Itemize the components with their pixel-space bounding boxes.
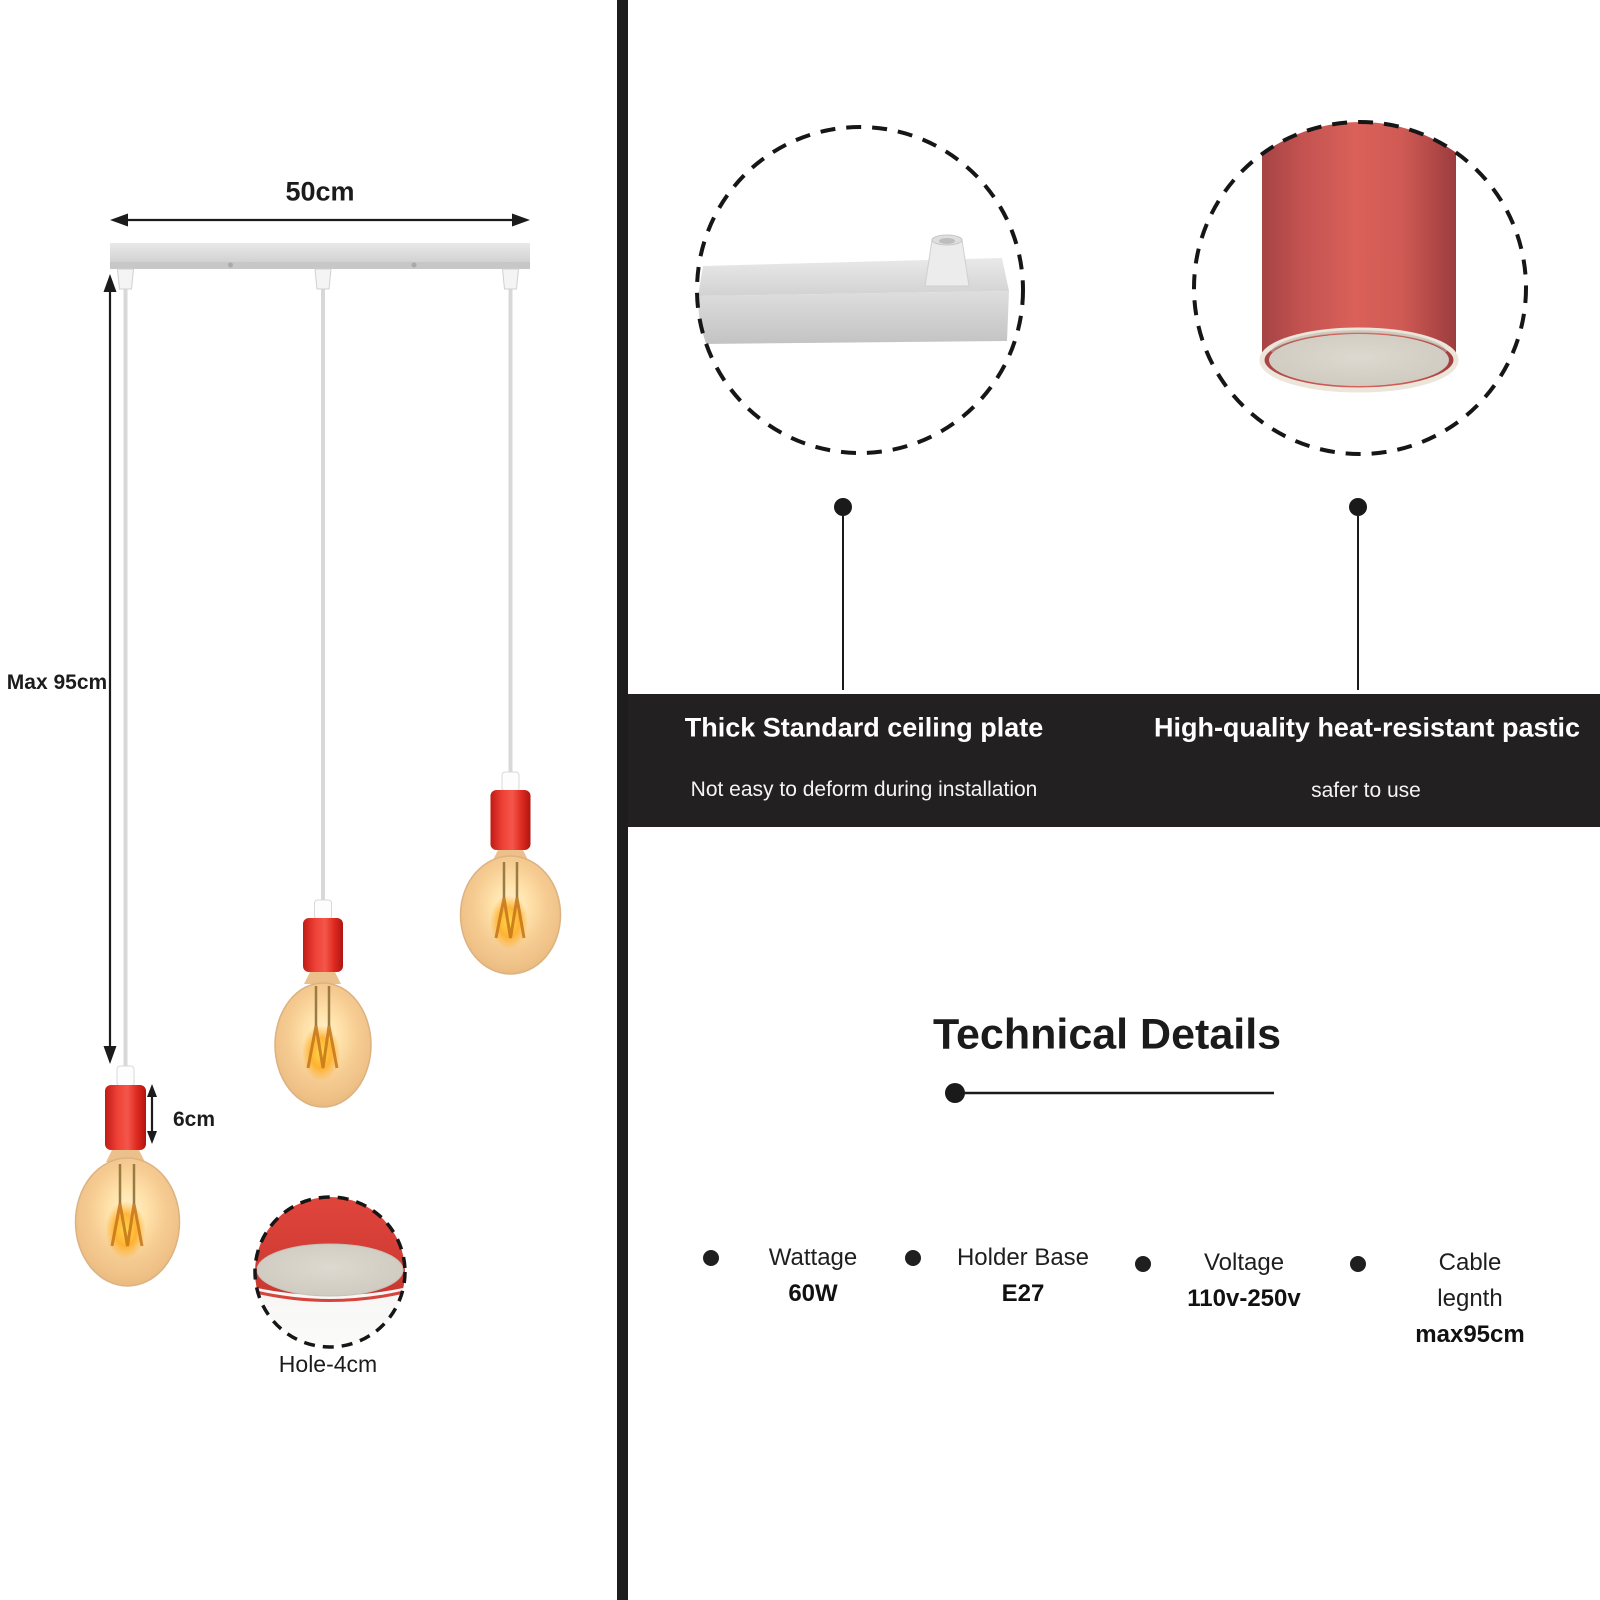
pendant-left [76,1066,180,1286]
spec-voltage [1187,1245,1300,1317]
spec-label: Holder Base [956,1244,1090,1271]
max-length-label: Max 95cm [6,670,108,694]
callout-dot-left [834,498,852,516]
spec-value: 110v-250v [1187,1285,1301,1312]
callout-holder-detail [1194,118,1526,690]
feature-left-subtitle: Not easy to deform during installation [690,777,1038,801]
spec-value: E27 [1001,1280,1045,1307]
plate-width-label: 50cm [285,176,355,207]
heading-rule [945,1083,1274,1103]
ceiling-plate [110,243,530,289]
pendant-right [461,772,561,974]
dimension-max95-arrow [104,274,117,1064]
spec-wattage [769,1240,858,1312]
feature-right-title: High-quality heat-resistant pastic [1153,712,1581,743]
feature-left-title: Thick Standard ceiling plate [684,712,1044,743]
hole-detail [252,1180,408,1349]
callout-plate-detail [697,127,1023,690]
pendant-middle [275,900,371,1107]
spec-label: Voltage [1203,1249,1285,1276]
holder-height-label: 6cm [172,1107,216,1131]
spec-cable-length [1405,1245,1535,1353]
dimension-50cm-arrow [110,214,530,227]
technical-details-heading: Technical Details [932,1010,1282,1059]
spec-label: Wattage [768,1244,858,1271]
hole-size-label: Hole-4cm [278,1350,378,1377]
section-divider [617,0,628,1600]
spec-label: Cable legnth [1437,1249,1503,1312]
feature-right-subtitle: safer to use [1311,778,1421,802]
spec-holder-base [957,1240,1089,1312]
dimension-6cm-arrow [147,1084,157,1144]
spec-value: 60W [788,1280,838,1307]
spec-value: max95cm [1415,1321,1525,1348]
cable-connectors [118,269,519,289]
callout-dot-right [1349,498,1367,516]
